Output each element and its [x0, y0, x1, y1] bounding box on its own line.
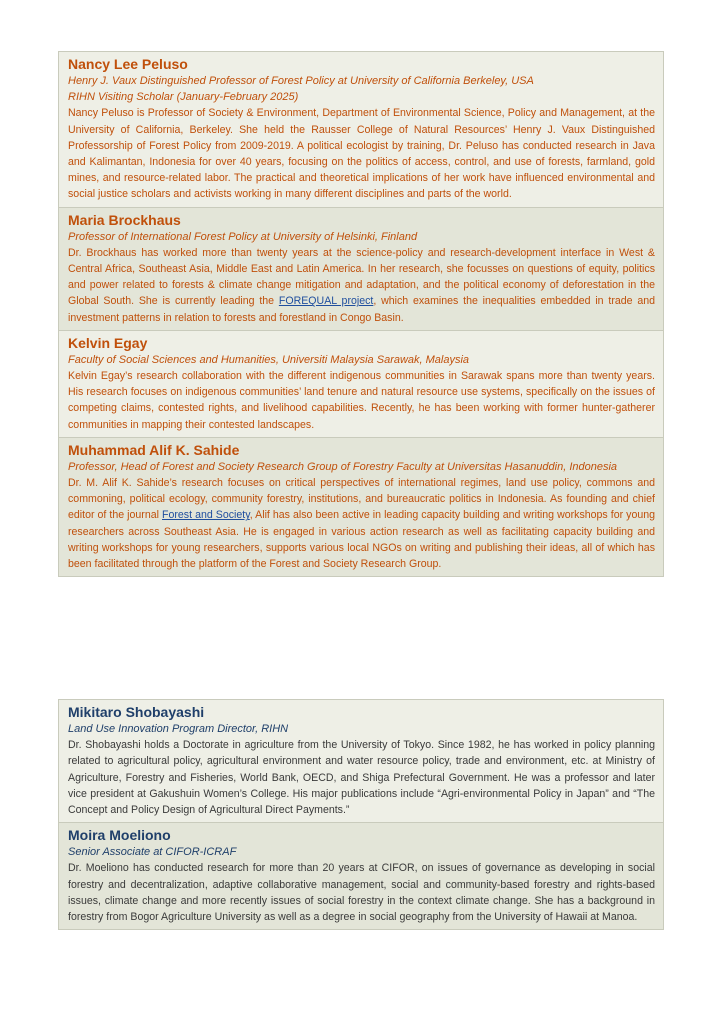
bio-text: Dr. Brockhaus has worked more than twenty years at the science-policy and research-development interface in West & Central Africa, Southeast Asia, Middle East and Latin America. In her research, she focusses on questions of equity, politics and power related to forests & climate change mitigation and adaptation, and the political economy of deforestation in the Global South. She is currently leading the: [68, 246, 655, 308]
profile-role: Henry J. Vaux Distinguished Professor of Forest Policy at University of California Berkeley, USA: [68, 75, 534, 87]
speakers-panel-2: [58, 699, 664, 930]
profile-name: Mikitaro Shobayashi: [68, 704, 205, 720]
profile-card: [59, 700, 663, 822]
profile-bio: [68, 245, 655, 326]
profile-name: Moira Moeliono: [68, 827, 171, 844]
profile-name: Kelvin Egay: [68, 334, 148, 351]
profile-bio: Kelvin Egay’s research collaboration with the different indigenous communities in Sarawak spans more than twenty years. His research focuses on indigenous communities’ land tenure and natural resource use systems, specifically on the issues of competing claims, contested rights, and livelihood capabilities. Recently, he has been working with former hunter-gatherer communities in mapping their contested landscapes.: [68, 370, 655, 431]
profile-role: Faculty of Social Sciences and Humanities, Universiti Malaysia Sarawak, Malaysia: [68, 353, 470, 366]
profile-card: [59, 330, 663, 437]
bio-text: Dr. M. Alif K. Sahide’s research focuses on critical perspectives of international regimes, land use policy, commons and commoning, political ecology, community forestry, institutions, and bureaucratic politics in Indonesia. As founding and chief editor of the journal: [68, 477, 655, 522]
profile-card: [59, 207, 663, 330]
profile-role: Professor of International Forest Policy at University of Helsinki, Finland: [68, 230, 418, 243]
profile-role: Land Use Innovation Program Director, RIHN: [68, 723, 289, 735]
profile-name: Muhammad Alif K. Sahide: [68, 441, 240, 458]
profile-card: [59, 437, 663, 576]
forequal-project-link[interactable]: FOREQUAL project: [278, 295, 374, 308]
profile-name: Nancy Lee Peluso: [68, 56, 188, 72]
speakers-panel-1: [58, 51, 664, 577]
profile-card: [59, 52, 663, 207]
profile-bio: Nancy Peluso is Professor of Society & Environment, Department of Environmental Science, Policy and Management, at the University of California, Berkeley. She held the Rausser College of Natural Resources’ Henry J. Vaux Distinguished Professorship of Forest Policy from 2009-2019. A political ecologist by training, Dr. Peluso has conducted research in Java and Kalimantan, Indonesia for over 40 years, focusing on the politics of access, control, and use of forests, farmland, gold mines, and resource-related labor. The practical and theoretical implications of her work have influenced environmental and social justice scholars and activists working in many different disciplines and parts of the world.: [68, 107, 655, 201]
profile-bio: Dr. Moeliono has conducted research for more than 20 years at CIFOR, on issues of governance as developing in social forestry and decentralization, adaptive collaborative management, social and community-based forestry and rights-based issues, climate change and more recently issues of social forestry in the context climate change. She has a background in forestry from Bogor Agriculture University as well as a degree in social geography from the University of Hawaii at Manoa.: [68, 862, 655, 924]
forest-and-society-link[interactable]: Forest and Society: [162, 509, 250, 522]
profile-role: Professor, Head of Forest and Society Research Group of Forestry Faculty at Universitas Hasanuddin, Indonesia: [68, 460, 618, 473]
profile-name: Maria Brockhaus: [68, 211, 181, 228]
profile-card: [59, 822, 663, 929]
profile-bio: [68, 475, 655, 572]
profile-role: Senior Associate at CIFOR-ICRAF: [68, 846, 237, 859]
bio-text: , which examines the inequalities embedded in trade and investment patterns in relation to forests and forestland in Congo Basin.: [68, 295, 655, 324]
bio-text: , Alif has also been active in leading capacity building and writing workshops for young researchers across Southeast Asia. He is engaged in various action research as well as facilitating capacity building and writing workshops for young researchers, supports various local NGOs on writing and publishing their ideas, all of which has been facilitated through the platform of the Forest and Society Research Group.: [68, 509, 656, 571]
profile-bio: Dr. Shobayashi holds a Doctorate in agriculture from the University of Tokyo. Since 1982, he has worked in policy planning related to agricultural policy, agricultural environment and water resource policy, trade and environment, etc. at Ministry of Agriculture, Forestry and Fisheries, World Bank, OECD, and Shiga Prefectural Government. He was a professor and later vice president at Gakushuin Women’s College. His major publications include “Agri-environmental Policy in Japan” and “The Concept and Policy Design of Agricultural Direct Payments.”: [68, 739, 655, 817]
profile-role: RIHN Visiting Scholar (January-February 2025): [68, 91, 299, 104]
